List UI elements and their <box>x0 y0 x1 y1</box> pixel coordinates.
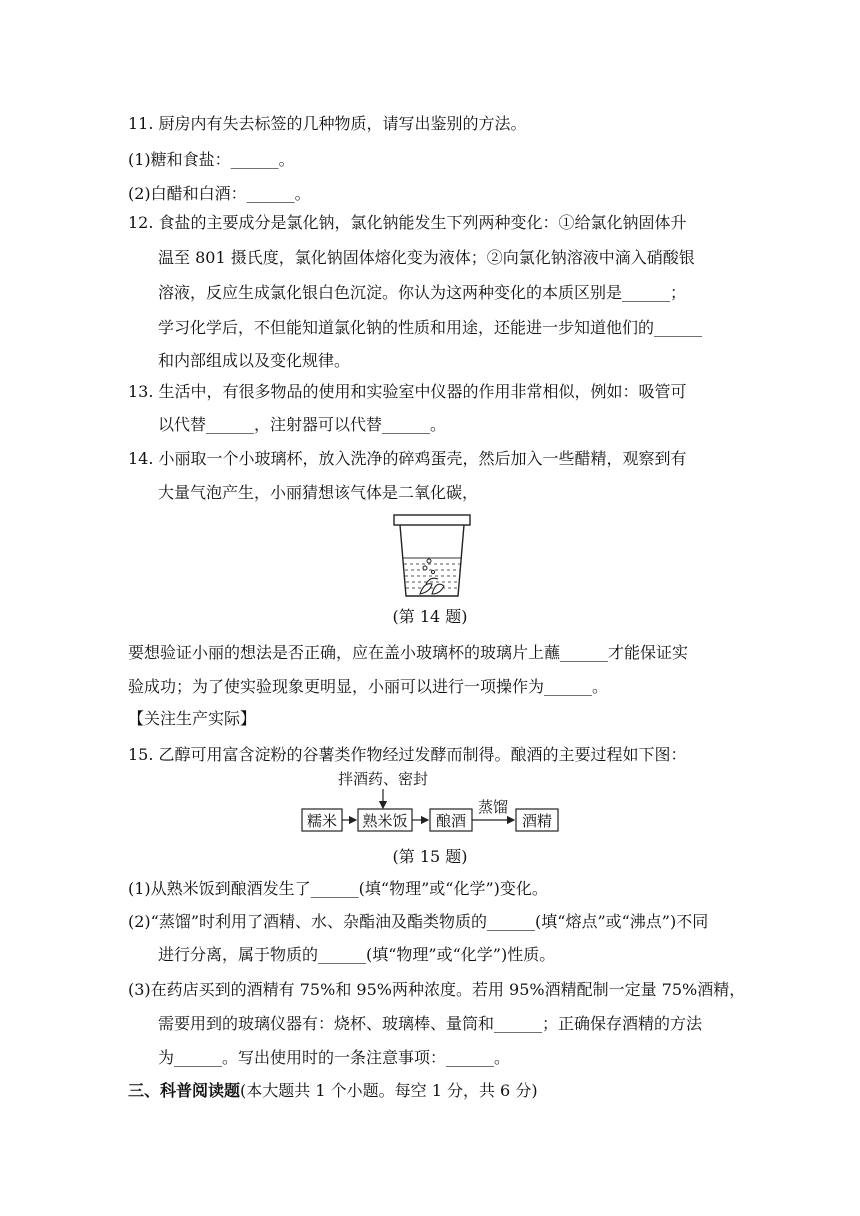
q13-line2: 以代替______，注射器可以代替______。 <box>158 415 447 434</box>
q12-line2: 温至 801 摄氏度，氯化钠固体熔化变为液体；②向氯化钠溶液中滴入硝酸银 <box>158 248 695 267</box>
q15-part1: (1)从熟米饭到酿酒发生了______(填“物理”或“化学”)变化。 <box>128 879 548 898</box>
flow-step-3: 酿酒 <box>435 812 467 830</box>
q15-part2-line1: (2)“蒸馏”时利用了酒精、水、杂酯油及酯类物质的______(填“熔点”或“沸点”)不同 <box>128 912 709 931</box>
brewing-flow-diagram <box>296 770 566 834</box>
q14-line3: 要想验证小丽的想法是否正确，应在盖小玻璃杯的玻璃片上蘸______才能保证实 <box>128 643 689 662</box>
q15-figure-caption: (第 15 题) <box>392 847 468 866</box>
section3-note: (本大题共 1 个小题。每空 1 分，共 6 分) <box>240 1081 538 1100</box>
q14-line4: 验成功；为了使实验现象更明显，小丽可以进行一项操作为______。 <box>128 677 609 696</box>
q11-part2: (2)白醋和白酒：______。 <box>128 184 311 203</box>
q12-line3: 溶液，反应生成氯化银白色沉淀。你认为这两种变化的本质区别是______； <box>158 283 687 302</box>
q14-figure-caption: (第 14 题) <box>392 607 468 626</box>
q14-line1: 14. 小丽取一个小玻璃杯，放入洗净的碎鸡蛋壳，然后加入一些醋精，观察到有 <box>128 449 687 468</box>
q13-line1: 13. 生活中，有很多物品的使用和实验室中仪器的作用非常相似，例如：吸管可 <box>128 382 687 401</box>
q14-line2: 大量气泡产生，小丽猜想该气体是二氧化碳， <box>158 483 479 502</box>
flow-arrow-label: 蒸馏 <box>477 798 509 816</box>
section3-title: 三、科普阅读题 <box>128 1081 241 1100</box>
q12-line4: 学习化学后，不但能知道氯化钠的性质和用途，还能进一步知道他们的______ <box>158 318 703 337</box>
glass-cup-figure <box>390 512 474 600</box>
q15-line1: 15. 乙醇可用富含淀粉的谷薯类作物经过发酵而制得。酿酒的主要过程如下图： <box>128 745 687 764</box>
q15-part2-line2: 进行分离，属于物质的______(填“物理”或“化学”)性质。 <box>158 945 556 964</box>
q11-stem: 11. 厨房内有失去标签的几种物质，请写出鉴别的方法。 <box>128 114 527 133</box>
q15-part3-line1: (3)在药店买到的酒精有 75%和 95%两种浓度。若用 95%酒精配制一定量 75%酒精， <box>128 980 746 999</box>
q12-line5: 和内部组成以及变化规律。 <box>158 351 351 370</box>
q11-part1: (1)糖和食盐：______。 <box>128 150 295 169</box>
flow-step-4: 酒精 <box>521 812 553 830</box>
flow-step-1: 糯米 <box>306 812 338 830</box>
flow-top-label: 拌酒药、密封 <box>337 770 429 788</box>
q15-part3-line3: 为______。写出使用时的一条注意事项：______。 <box>158 1048 511 1067</box>
section-practice-heading: 【关注生产实际】 <box>128 709 257 728</box>
section3-heading <box>128 1080 538 1102</box>
flow-step-2: 熟米饭 <box>362 812 408 830</box>
q12-line1: 12. 食盐的主要成分是氯化钠，氯化钠能发生下列两种变化：①给氯化钠固体升 <box>128 213 687 232</box>
q15-part3-line2: 需要用到的玻璃仪器有：烧杯、玻璃棒、量筒和______；正确保存酒精的方法 <box>158 1014 703 1033</box>
